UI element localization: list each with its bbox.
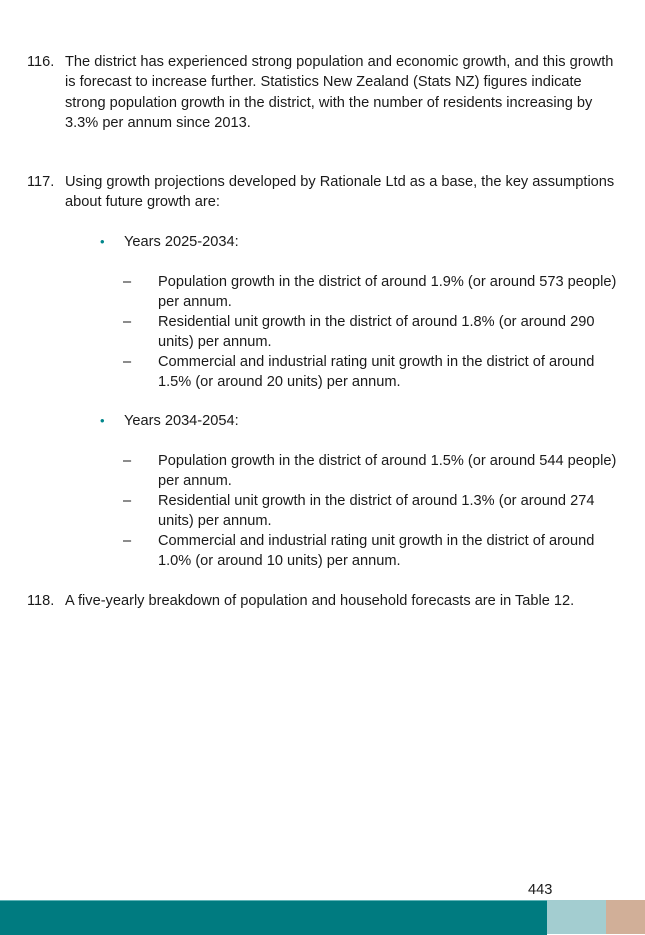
footer-bar-teal: [0, 900, 547, 935]
bullet-label: Years 2025-2034:: [124, 234, 239, 250]
bullet-label: Years 2034-2054:: [124, 413, 239, 429]
dash-icon: –: [123, 453, 132, 469]
sub-item-text: Residential unit growth in the district of around 1.3% (or around 274 units) per annum.: [158, 493, 595, 530]
dash-icon: –: [123, 493, 132, 509]
sub-item-text: Commercial and industrial rating unit growth in the district of around 1.5% (or around 20 units) per annum.: [158, 354, 595, 391]
paragraph-text: A five-yearly breakdown of population and household forecasts are in Table 12.: [65, 593, 575, 609]
dash-icon: –: [123, 533, 132, 549]
sub-item-text: Population growth in the district of around 1.9% (or around 573 people) per annum.: [158, 274, 617, 311]
paragraph-text: The district has experienced strong population and economic growth, and this growth is forecast to increase further. Statistics New Zealand (Stats NZ) figures indicate strong population growth in the district, with the number of residents increasing by 3.3% per annum since 2013.: [65, 54, 614, 131]
dash-icon: –: [123, 354, 132, 370]
footer-bar-tan: [606, 900, 645, 934]
paragraph-number: 116.: [27, 54, 55, 70]
sub-item-text: Residential unit growth in the district of around 1.8% (or around 290 units) per annum.: [158, 314, 595, 351]
page-number: 443: [528, 882, 553, 898]
paragraph-text: Using growth projections developed by Rationale Ltd as a base, the key assumptions about future growth are:: [65, 174, 615, 211]
dash-icon: –: [123, 274, 132, 290]
sub-item-text: Commercial and industrial rating unit growth in the district of around 1.0% (or around 10 units) per annum.: [158, 533, 595, 570]
bullet-icon: •: [100, 413, 105, 428]
sub-item-text: Population growth in the district of around 1.5% (or around 544 people) per annum.: [158, 453, 617, 490]
bullet-icon: •: [100, 234, 105, 249]
paragraph-number: 118.: [27, 593, 55, 609]
paragraph-number: 117.: [27, 174, 55, 190]
dash-icon: –: [123, 314, 132, 330]
footer-bar-light-teal: [547, 900, 606, 934]
